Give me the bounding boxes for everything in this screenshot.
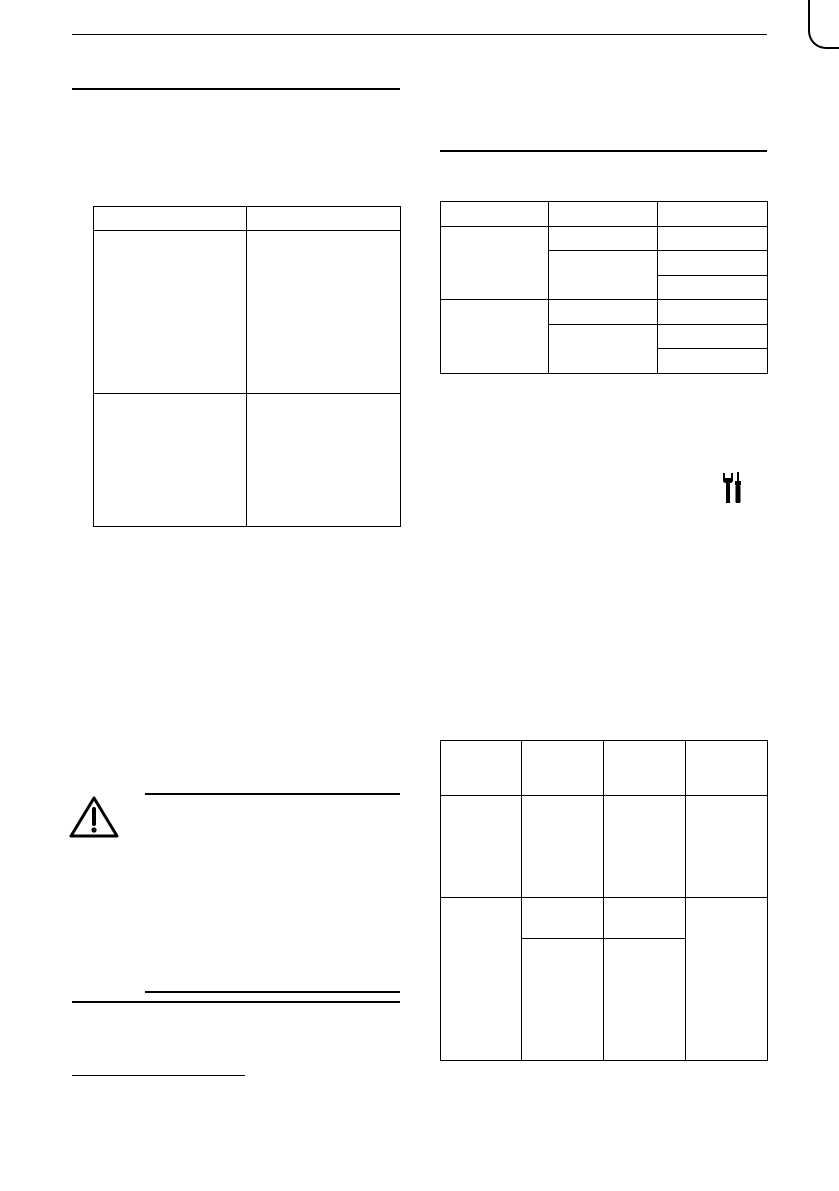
table-row — [94, 394, 401, 527]
wrench-screwdriver-icon — [721, 472, 743, 504]
table-header-cell — [94, 207, 247, 231]
table-cell — [549, 251, 658, 300]
table-cell — [441, 227, 549, 300]
mode-table — [440, 201, 768, 374]
table-row — [441, 796, 768, 898]
table-cell — [658, 325, 768, 349]
table-cell — [604, 898, 686, 939]
table-cell — [604, 939, 686, 1061]
table-cell — [658, 251, 768, 276]
table-header-cell — [522, 741, 604, 796]
table-cell — [94, 231, 247, 394]
page-tab-marker — [808, 0, 839, 49]
table-cell — [247, 394, 401, 527]
table-cell — [658, 227, 768, 251]
table-cell — [441, 796, 522, 898]
header-rule — [72, 34, 767, 35]
table-cell — [522, 939, 604, 1061]
table-cell — [686, 898, 768, 1061]
table-row — [441, 741, 768, 796]
table-row — [94, 207, 401, 231]
table-row — [441, 898, 768, 939]
table-header-cell — [247, 207, 401, 231]
table-cell — [247, 231, 401, 394]
table-cell — [549, 300, 658, 325]
footnote — [72, 1080, 400, 1100]
table-header-cell — [604, 741, 686, 796]
table-cell — [686, 796, 768, 898]
grid-table — [440, 740, 768, 1061]
table-row — [94, 231, 401, 394]
footnote-rule — [72, 1075, 245, 1076]
table-row — [441, 300, 768, 325]
table-row — [441, 202, 768, 227]
table-header-cell — [441, 741, 522, 796]
table-header-cell — [686, 741, 768, 796]
table-cell — [94, 394, 247, 527]
table-row — [441, 227, 768, 251]
table-cell — [658, 276, 768, 300]
table-header-cell — [658, 202, 768, 227]
caution-bottom-rule — [145, 991, 400, 993]
table-cell — [549, 325, 658, 374]
table-cell — [658, 300, 768, 325]
section-rule-left — [72, 88, 400, 90]
table-cell — [522, 796, 604, 898]
warning-triangle-icon — [68, 795, 120, 839]
table-cell — [441, 898, 522, 1061]
table-cell — [604, 796, 686, 898]
caution-top-rule — [145, 793, 400, 795]
spec-table — [93, 206, 401, 527]
table-header-cell — [441, 202, 549, 227]
table-cell — [549, 227, 658, 251]
section-rule-left-bottom — [72, 1001, 400, 1003]
table-cell — [522, 898, 604, 939]
table-header-cell — [549, 202, 658, 227]
table-cell — [441, 300, 549, 374]
table-cell — [658, 349, 768, 374]
section-rule-right — [440, 150, 767, 152]
